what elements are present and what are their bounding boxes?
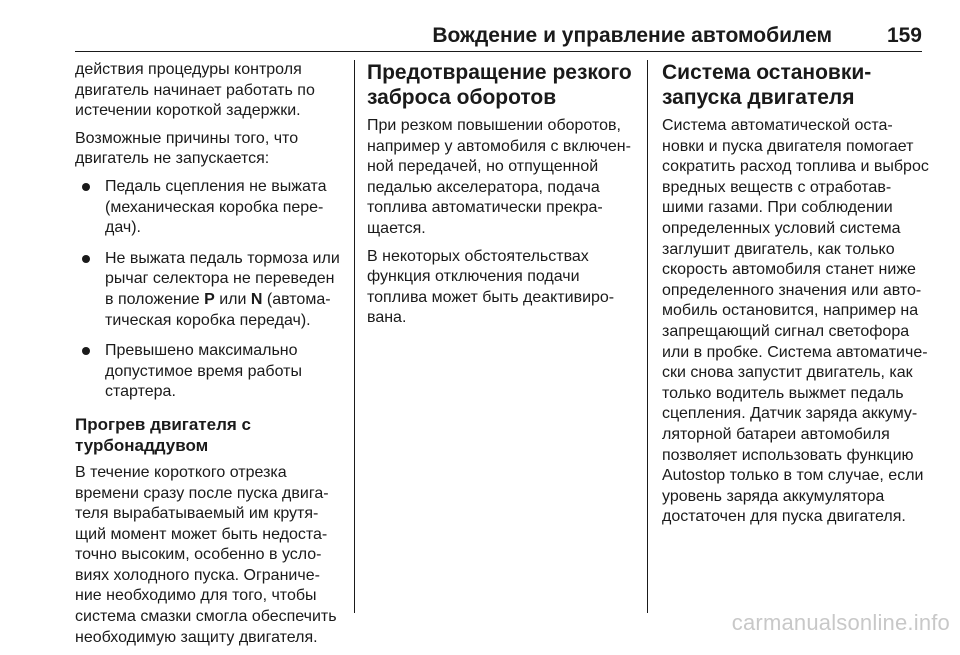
column-divider-2 bbox=[647, 60, 648, 613]
page-header bbox=[0, 0, 960, 52]
bullet-icon bbox=[82, 347, 90, 355]
header-rule bbox=[75, 51, 922, 52]
section-heading-turbo: Прогрев двигателя с турбонаддувом bbox=[75, 414, 251, 455]
start-stop-paragraph: Система автоматической оста- новки и пуска двигателя помогает сократить расход топлива и выброс вредных веществ с отработав- шими газами. При соблюдении определенных условий система заглушит двигатель, как только скорость автомобиля станет ниже определенного значения или авто- мобиль остановится, например на запрещающий сигнал светофора или в пробке. Система автоматиче- ски снова запустит двигатель, как только водитель выжмет педаль сцепления. Датчик заряда аккуму- ляторной батареи автомобиля позволяет использовать функцию Autostop только в том случае, если уровень заряда аккумулятора достаточен для пуска двигателя. bbox=[662, 117, 929, 526]
list-item: Педаль сцепления не выжата (механическая коробка пере- дач). bbox=[75, 177, 347, 239]
watermark: carmanualsonline.info bbox=[731, 610, 950, 635]
causes-paragraph: Возможные причины того, что двигатель не запускается: bbox=[75, 129, 299, 168]
list-item: Не выжата педаль тормоза или рычаг селектора не переведен в положение P или N (автома- тическая коробка передач). bbox=[75, 249, 347, 331]
column-divider-1 bbox=[354, 60, 355, 613]
turbo-paragraph: В течение короткого отрезка времени сразу после пуска двига- теля вырабатываемый им крутя- щий момент может быть недоста- точно высоким, особенно в усло- виях холодного пуска. Ограниче- ние необходимо для того, чтобы система смазки смогла обеспечить необходимую защиту двигателя. bbox=[75, 463, 337, 646]
bullet-icon bbox=[82, 255, 90, 263]
header-title: Вождение и управление автомобилем bbox=[432, 24, 832, 47]
column-2 bbox=[367, 60, 639, 336]
causes-list bbox=[75, 177, 347, 403]
section-heading-start-stop: Система остановки- запуска двигателя bbox=[662, 61, 872, 109]
column-3 bbox=[662, 60, 932, 535]
column-1 bbox=[75, 60, 347, 655]
gear-position-p: P bbox=[204, 290, 215, 308]
page-number: 159 bbox=[886, 24, 922, 47]
list-item: Превышено максимально допустимое время работы стартера. bbox=[75, 341, 347, 403]
overrev-paragraph-1: При резком повышении оборотов, например у автомобиля с включен- ной передачей, но отпущенной педалью акселератора, подача топлива автоматически прекра- щается. bbox=[367, 117, 631, 237]
intro-paragraph: действия процедуры контроля двигатель начинает работать по истечении короткой задержки. bbox=[75, 61, 315, 120]
bullet-icon bbox=[82, 183, 90, 191]
gear-position-n: N bbox=[250, 290, 263, 308]
section-heading-overrev: Предотвращение резкого заброса оборотов bbox=[367, 61, 632, 109]
overrev-paragraph-2: В некоторых обстоятельствах функция отключения подачи топлива может быть деактивиро- вана. bbox=[367, 247, 615, 327]
